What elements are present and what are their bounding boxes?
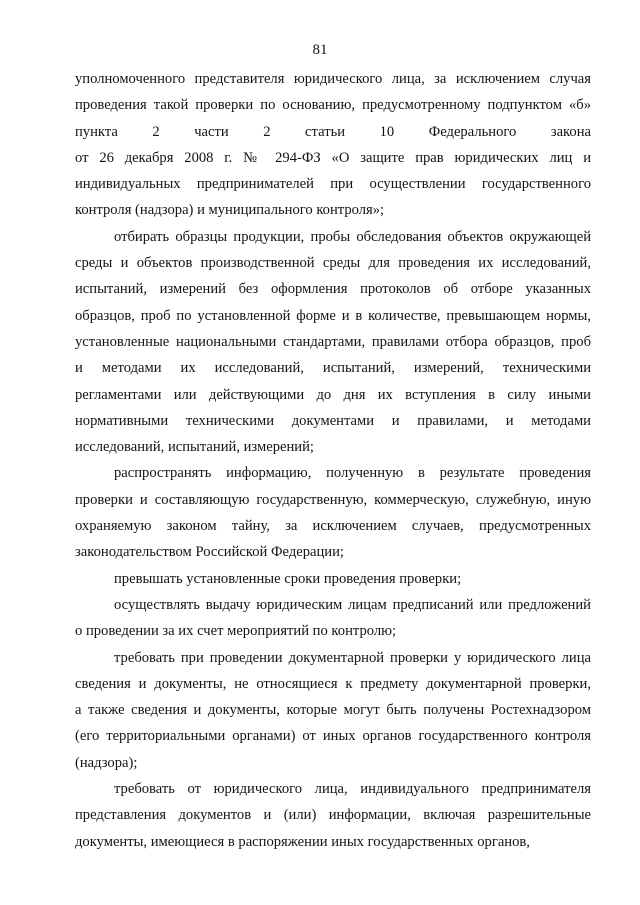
paragraph — [75, 645, 591, 776]
text-line: отбирать образцы продукции, пробы обследования объектов окружающей — [114, 228, 591, 245]
text-line: испытаний, измерений без оформления протоколов об отборе указанных — [75, 281, 591, 298]
paragraph — [75, 776, 591, 855]
text-line: о проведении за их счет мероприятий по контролю; — [75, 623, 397, 640]
text-line: среды и объектов производственной среды для проведения их исследований, — [75, 255, 591, 272]
text-line: осуществлять выдачу юридическим лицам предписаний или предложений — [114, 596, 591, 613]
text-line: (его территориальными органами) от иных органов государственного контроля — [75, 728, 591, 745]
text-line: требовать от юридического лица, индивидуального предпринимателя — [114, 781, 591, 798]
text-line: и методами их исследований, испытаний, измерений, техническими — [75, 360, 591, 377]
text-line: охраняемую законом тайну, за исключением случаев, предусмотренных — [75, 518, 591, 535]
text-line: проведения такой проверки по основанию, предусмотренному подпунктом «б» — [75, 97, 591, 114]
text-line: от 26 декабря 2008 г. № 294-ФЗ «О защите прав юридических лиц и — [75, 149, 591, 166]
paragraph — [75, 592, 591, 645]
text-line: индивидуальных предпринимателей при осуществлении государственного — [75, 176, 591, 193]
text-line: представления документов и (или) информации, включая разрешительные — [75, 807, 591, 824]
text-line: распространять информацию, полученную в результате проведения — [114, 465, 591, 482]
text-line: законодательством Российской Федерации; — [75, 544, 344, 561]
text-line: пункта 2 части 2 статьи 10 Федерального закона — [75, 123, 591, 140]
paragraph — [75, 460, 591, 565]
paragraph — [75, 566, 591, 592]
document-body — [75, 66, 591, 855]
text-line: исследований, испытаний, измерений; — [75, 439, 314, 456]
page-number: 81 — [312, 42, 328, 58]
text-line: регламентами или действующими до дня их вступления в силу иными — [75, 386, 591, 403]
paragraph — [75, 224, 591, 461]
text-line: контроля (надзора) и муниципального контроля»; — [75, 202, 385, 219]
text-line: а также сведения и документы, которые могут быть получены Ростехнадзором — [75, 702, 591, 719]
text-line: проверки и составляющую государственную, коммерческую, служебную, иную — [75, 491, 591, 508]
text-line: образцов, проб по установленной форме и в количестве, превышающем нормы, — [75, 307, 591, 324]
text-line: документы, имеющиеся в распоряжении иных государственных органов, — [75, 833, 530, 850]
paragraph — [75, 66, 591, 224]
text-line: превышать установленные сроки проведения проверки; — [114, 570, 462, 587]
text-line: нормативными техническими документами и правилами, и методами — [75, 412, 591, 429]
text-line: требовать при проведении документарной проверки у юридического лица — [114, 649, 591, 666]
text-line: (надзора); — [75, 754, 138, 771]
text-line: сведения и документы, не относящиеся к предмету документарной проверки, — [75, 675, 591, 692]
text-line: уполномоченного представителя юридического лица, за исключением случая — [75, 71, 591, 87]
text-line: установленные национальными стандартами, правилами отбора образцов, проб — [75, 333, 591, 350]
